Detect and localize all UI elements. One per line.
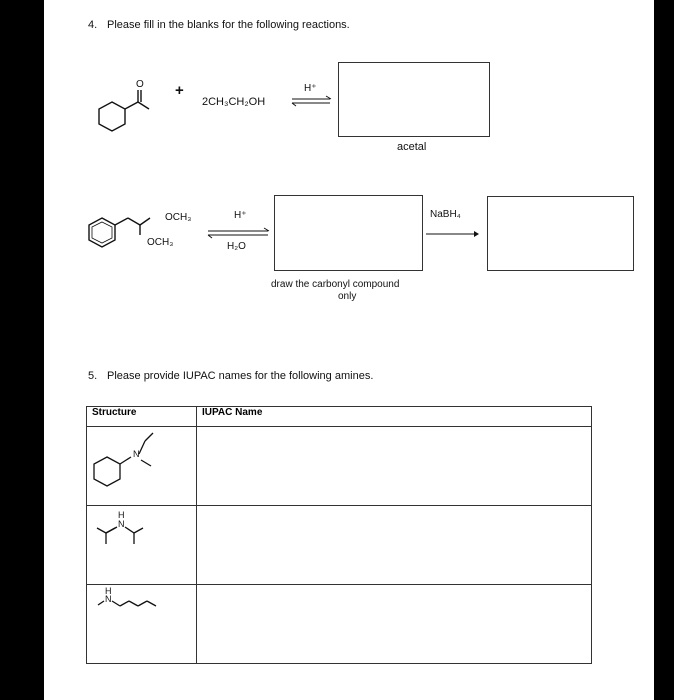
- table-row: [87, 506, 592, 585]
- iupac-name-cell-2[interactable]: [197, 506, 592, 585]
- methoxy-bottom-label: OCH₃: [147, 237, 174, 248]
- hydrogen-label-2: H: [118, 510, 125, 520]
- acid-catalyst-label: H⁺: [304, 83, 317, 94]
- carbonyl-instruction-line1: draw the carbonyl compound: [271, 279, 400, 290]
- table-header-row: [87, 407, 592, 427]
- nitrogen-label-3: N: [105, 594, 112, 604]
- table-row: [87, 585, 592, 664]
- acetal-label: acetal: [397, 141, 427, 153]
- q4-heading: Please fill in the blanks for the following reactions.: [107, 19, 350, 31]
- ethanol-reagent: 2CH₃CH₂OH: [202, 96, 266, 108]
- nitrogen-label-1: N: [133, 449, 140, 459]
- table-row: [87, 427, 592, 506]
- acetal-answer-box[interactable]: [338, 62, 490, 137]
- iupac-name-column-header: IUPAC Name: [197, 407, 592, 427]
- structure-cell-3: [87, 585, 197, 664]
- water-label: H₂O: [227, 241, 246, 252]
- structure-cell-2: [87, 506, 197, 585]
- reduction-arrow: [424, 229, 480, 239]
- hydrolysis-arrow: [206, 228, 270, 240]
- q5-heading: Please provide IUPAC names for the following amines.: [107, 370, 374, 382]
- acid-catalyst-label-2: H⁺: [234, 210, 247, 221]
- q4-number: 4.: [88, 19, 98, 31]
- hydrogen-label-3: H: [105, 586, 112, 596]
- structure-cell-1: [87, 427, 197, 506]
- document-page: [44, 0, 654, 700]
- carbonyl-oxygen-label: O: [136, 79, 144, 90]
- amine-structure-3: [87, 585, 191, 663]
- equilibrium-arrow: [290, 96, 334, 108]
- carbonyl-answer-box[interactable]: [274, 195, 423, 271]
- amine-structure-1: [87, 427, 191, 505]
- iupac-name-cell-3[interactable]: [197, 585, 592, 664]
- iupac-name-cell-1[interactable]: [197, 427, 592, 506]
- q5-number: 5.: [88, 370, 98, 382]
- plus-sign: +: [175, 82, 184, 99]
- amine-structure-2: [87, 506, 191, 584]
- amines-table: [86, 406, 592, 664]
- cyclohexyl-dimethyl-acetal-structure: [88, 205, 168, 257]
- nitrogen-label-2: N: [118, 519, 125, 529]
- nabh4-reagent: NaBH₄: [430, 209, 461, 220]
- methoxy-top-label: OCH₃: [165, 212, 192, 223]
- reduction-product-answer-box[interactable]: [487, 196, 634, 271]
- carbonyl-instruction-line2: only: [338, 291, 357, 302]
- structure-column-header: Structure: [87, 407, 197, 427]
